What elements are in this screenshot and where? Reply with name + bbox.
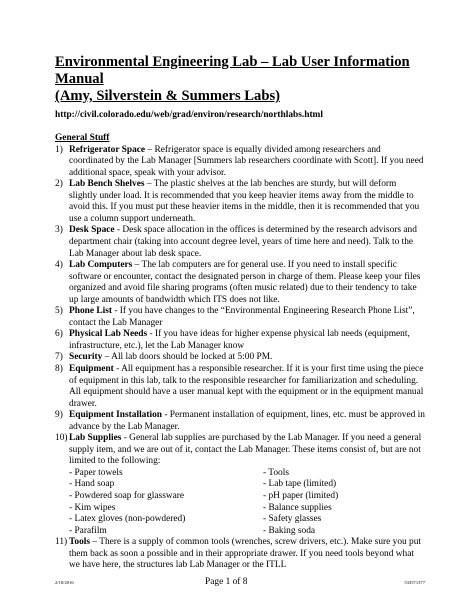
item-text: - Permanent installation of equipment, lines, etc. must be approved in advance by the Lab Manager.: [69, 410, 425, 432]
item-number: 10): [55, 433, 68, 444]
list-item: [55, 410, 425, 433]
item-number: 3): [55, 225, 63, 236]
item-number: 9): [55, 410, 63, 421]
document-page: [55, 54, 425, 572]
item-term: Tools: [69, 537, 91, 548]
list-item: [55, 225, 425, 260]
supply-item: - Paper towels: [69, 467, 123, 478]
item-text: – The plastic shelves at the lab benches are sturdy, but will deform slightly under load. It is recommended that you keep heavier items away from the middle to avoid this. If you must put these heavier items in the middle, then it is recommended that you use a column support underneath.: [69, 179, 420, 224]
item-text: - General lab supplies are purchased by the Lab Manager. If you need a general supply item, and we are out of it, contact the Lab Manager. These items consist of, but are not limited to the following:: [69, 433, 422, 467]
item-text: - Desk space allocation in the offices is determined by the research advisors and department chair (taking into account degree level, years of time here and need). Talk to the Lab Manager about lab desk space.: [69, 225, 417, 259]
item-number: 2): [55, 179, 63, 190]
item-text: – There is a supply of common tools (wrenches, screw drivers, etc.). Make sure you put them back as soon a possible and in their appropriate drawer. If you need tools beyond what we have here, the structures lab Lab Manager or the ITLL: [69, 537, 422, 571]
item-text: - If you have ideas for higher expense physical lab needs (equipment, infrastructure, etc.), let the Lab Manager know: [69, 329, 410, 351]
title-line-2: (Amy, Silverstein & Summers Labs): [55, 88, 280, 104]
list-item: [55, 260, 425, 306]
supplies-list: [69, 468, 425, 537]
document-url: http://civil.colorado.edu/web/grad/environ/research/northlabs.html: [55, 110, 323, 120]
item-number: 6): [55, 329, 63, 340]
supply-item: - Safety glasses: [263, 514, 322, 525]
supply-item: - Kim wipes: [69, 502, 116, 513]
list-item: [55, 352, 425, 364]
list-item: [55, 179, 425, 225]
supply-item: - Parafilm: [69, 525, 107, 536]
supply-item: - Powdered soap for glassware: [69, 491, 185, 501]
page-footer: [55, 577, 425, 591]
supply-item: - Tools: [263, 467, 289, 478]
supply-item: - Hand soap: [69, 479, 115, 490]
item-term: Physical Lab Needs: [69, 329, 148, 340]
page-number: Page 1 of 8: [205, 577, 248, 587]
supply-item: - Latex gloves (non-powdered): [69, 514, 186, 525]
item-number: 8): [55, 363, 63, 374]
item-text: – Refrigerator space is equally divided among researchers and coordinated by the Lab Manager [Summers lab researchers coordinate with Scott]. If you need additional space, speak with your advisor.: [69, 144, 424, 178]
item-term: Lab Supplies: [69, 433, 122, 444]
supply-item: - Lab tape (limited): [263, 479, 337, 490]
list-item: [55, 364, 425, 410]
item-list: [55, 145, 425, 572]
footer-date: 2/18/2016: [55, 580, 74, 585]
item-number: 1): [55, 144, 63, 155]
item-term: Lab Computers: [69, 260, 133, 271]
supply-item: - pH paper (limited): [263, 491, 339, 501]
item-term: Desk Space: [69, 225, 115, 236]
section-heading: General Stuff: [55, 133, 110, 143]
item-text: - All equipment has a responsible researcher. If it is your first time using the piece of equipment in this lab, talk to the responsible researcher for familiarization and scheduling. All equipment should have a user manual kept with the equipment or in the equipment manual drawer.: [69, 363, 424, 409]
item-term: Equipment: [69, 363, 114, 374]
item-number: 7): [55, 352, 63, 363]
item-text: – All lab doors should be locked at 5:00 PM.: [102, 352, 273, 363]
list-item: [55, 433, 425, 537]
list-item: [55, 306, 425, 329]
item-term: Security: [69, 352, 103, 363]
item-term: Equipment Installation: [69, 410, 162, 421]
supply-item: - Balance supplies: [263, 502, 332, 513]
document-id: 533571377: [404, 580, 425, 585]
list-item: [55, 537, 425, 572]
title-line-1: Environmental Engineering Lab – Lab User Information Manual: [55, 54, 410, 87]
item-number: 11): [55, 537, 68, 548]
list-item: [55, 329, 425, 352]
item-number: 5): [55, 306, 63, 317]
item-number: 4): [55, 260, 63, 271]
list-item: [55, 145, 425, 180]
supply-item: - Baking soda: [263, 525, 316, 536]
item-term: Lab Bench Shelves: [69, 179, 145, 190]
item-term: Refrigerator Space: [69, 144, 146, 155]
document-title: [55, 54, 425, 105]
item-term: Phone List: [69, 306, 112, 317]
item-text: – The lab computers are for general use. If you need to install specific software or encounter, contact the designated person in charge of them. Please keep your files organized and avoid file sharing programs (often music related) due to their tendency to take up large amounts of bandwidth which ITS does not like.: [69, 260, 421, 305]
item-text: - If you have changes to the “Environmental Engineering Research Phone List”, contact the Lab Manager: [69, 306, 415, 328]
